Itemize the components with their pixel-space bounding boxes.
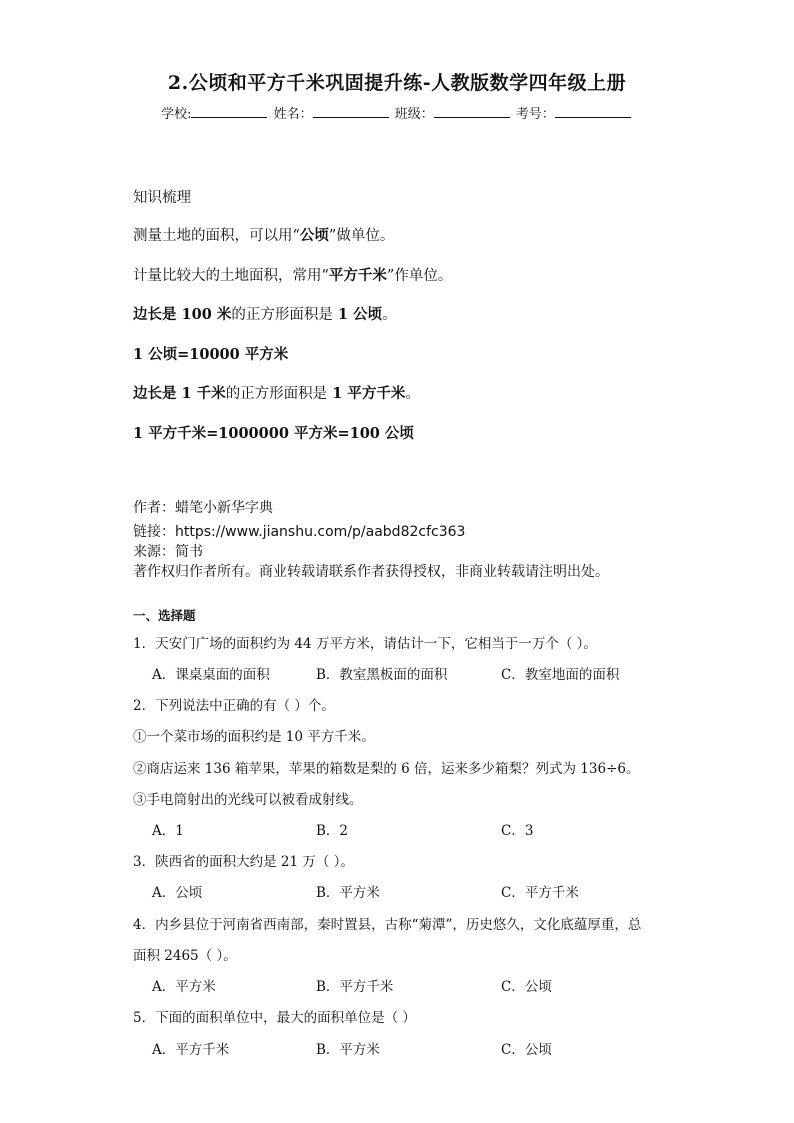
exam-number-label: 考号： bbox=[515, 107, 555, 122]
question-1: 1．天安门广场的面积约为 44 万平方米，请估计一下，它相当于一万个（ ）。 bbox=[133, 636, 597, 652]
question-2-statement-2: ②商店运来 136 箱苹果，苹果的箱数是梨的 6 倍，运来多少箱梨？列式为 136÷6。 bbox=[133, 761, 640, 777]
student-info-line bbox=[0, 103, 794, 122]
question-2: 2．下列说法中正确的有（ ）个。 bbox=[133, 698, 335, 714]
question-2-statement-3: ③手电筒射出的光线可以被看成射线。 bbox=[133, 792, 363, 808]
class-label: 班级： bbox=[394, 107, 434, 122]
option-c[interactable]: C．公顷 bbox=[501, 979, 552, 995]
question-2-options bbox=[152, 819, 712, 839]
option-b[interactable]: B．平方米 bbox=[316, 1042, 380, 1058]
option-c[interactable]: C．公顷 bbox=[501, 1042, 552, 1058]
question-4-continued: 面积 2465（ ）。 bbox=[133, 948, 237, 964]
source-link[interactable]: 链接：https://www.jianshu.com/p/aabd82cfc363 bbox=[133, 524, 466, 540]
knowledge-line-4: 1 公顷=10000 平方米 bbox=[133, 346, 289, 363]
option-a[interactable]: A．1 bbox=[152, 823, 184, 839]
knowledge-line-5: 边长是 1 千米的正方形面积是 1 平方千米。 bbox=[133, 385, 420, 402]
option-b[interactable]: B．教室黑板面的面积 bbox=[316, 667, 448, 683]
page-title: 2.公顷和平方千米巩固提升练-人教版数学四年级上册 bbox=[167, 72, 627, 94]
option-a[interactable]: A．公顷 bbox=[152, 885, 203, 901]
option-c[interactable]: C．平方千米 bbox=[501, 885, 579, 901]
source-author: 作者：蜡笔小新华字典 bbox=[133, 500, 273, 516]
knowledge-heading: 知识梳理 bbox=[133, 190, 191, 206]
name-label: 姓名： bbox=[273, 107, 313, 122]
question-2-statement-1: ①一个菜市场的面积约是 10 平方千米。 bbox=[133, 729, 375, 745]
question-5-options bbox=[152, 1038, 712, 1058]
option-a[interactable]: A．课桌桌面的面积 bbox=[152, 667, 270, 683]
question-1-options bbox=[152, 663, 712, 683]
source-origin: 来源：简书 bbox=[133, 544, 203, 560]
option-c[interactable]: C．3 bbox=[501, 823, 534, 839]
question-3: 3．陕西省的面积大约是 21 万（ ）。 bbox=[133, 854, 354, 870]
section-heading: 一、选择题 bbox=[133, 608, 196, 623]
question-3-options bbox=[152, 881, 712, 901]
option-a[interactable]: A．平方千米 bbox=[152, 1042, 230, 1058]
school-blank[interactable] bbox=[191, 105, 267, 118]
knowledge-line-2: 计量比较大的土地面积，常用“平方千米”作单位。 bbox=[133, 267, 453, 284]
option-b[interactable]: B．平方千米 bbox=[316, 979, 394, 995]
knowledge-line-1: 测量土地的面积，可以用“公顷”做单位。 bbox=[133, 227, 395, 244]
option-c[interactable]: C．教室地面的面积 bbox=[501, 667, 620, 683]
knowledge-line-6: 1 平方千米=1000000 平方米=100 公顷 bbox=[133, 425, 414, 442]
knowledge-line-3: 边长是 100 米的正方形面积是 1 公顷。 bbox=[133, 306, 397, 323]
name-blank[interactable] bbox=[313, 105, 389, 118]
question-4: 4．内乡县位于河南省西南部，秦时置县，古称“菊潭”，历史悠久，文化底蕴厚重，总 bbox=[133, 917, 642, 933]
option-b[interactable]: B．2 bbox=[316, 823, 349, 839]
source-copyright: 著作权归作者所有。商业转载请联系作者获得授权，非商业转载请注明出处。 bbox=[133, 564, 609, 580]
option-a[interactable]: A．平方米 bbox=[152, 979, 216, 995]
school-label: 学校: bbox=[161, 107, 192, 122]
question-4-options bbox=[152, 975, 712, 995]
question-5: 5．下面的面积单位中，最大的面积单位是（ ） bbox=[133, 1010, 416, 1026]
class-blank[interactable] bbox=[434, 105, 510, 118]
option-b[interactable]: B．平方米 bbox=[316, 885, 380, 901]
exam-number-blank[interactable] bbox=[555, 105, 631, 118]
